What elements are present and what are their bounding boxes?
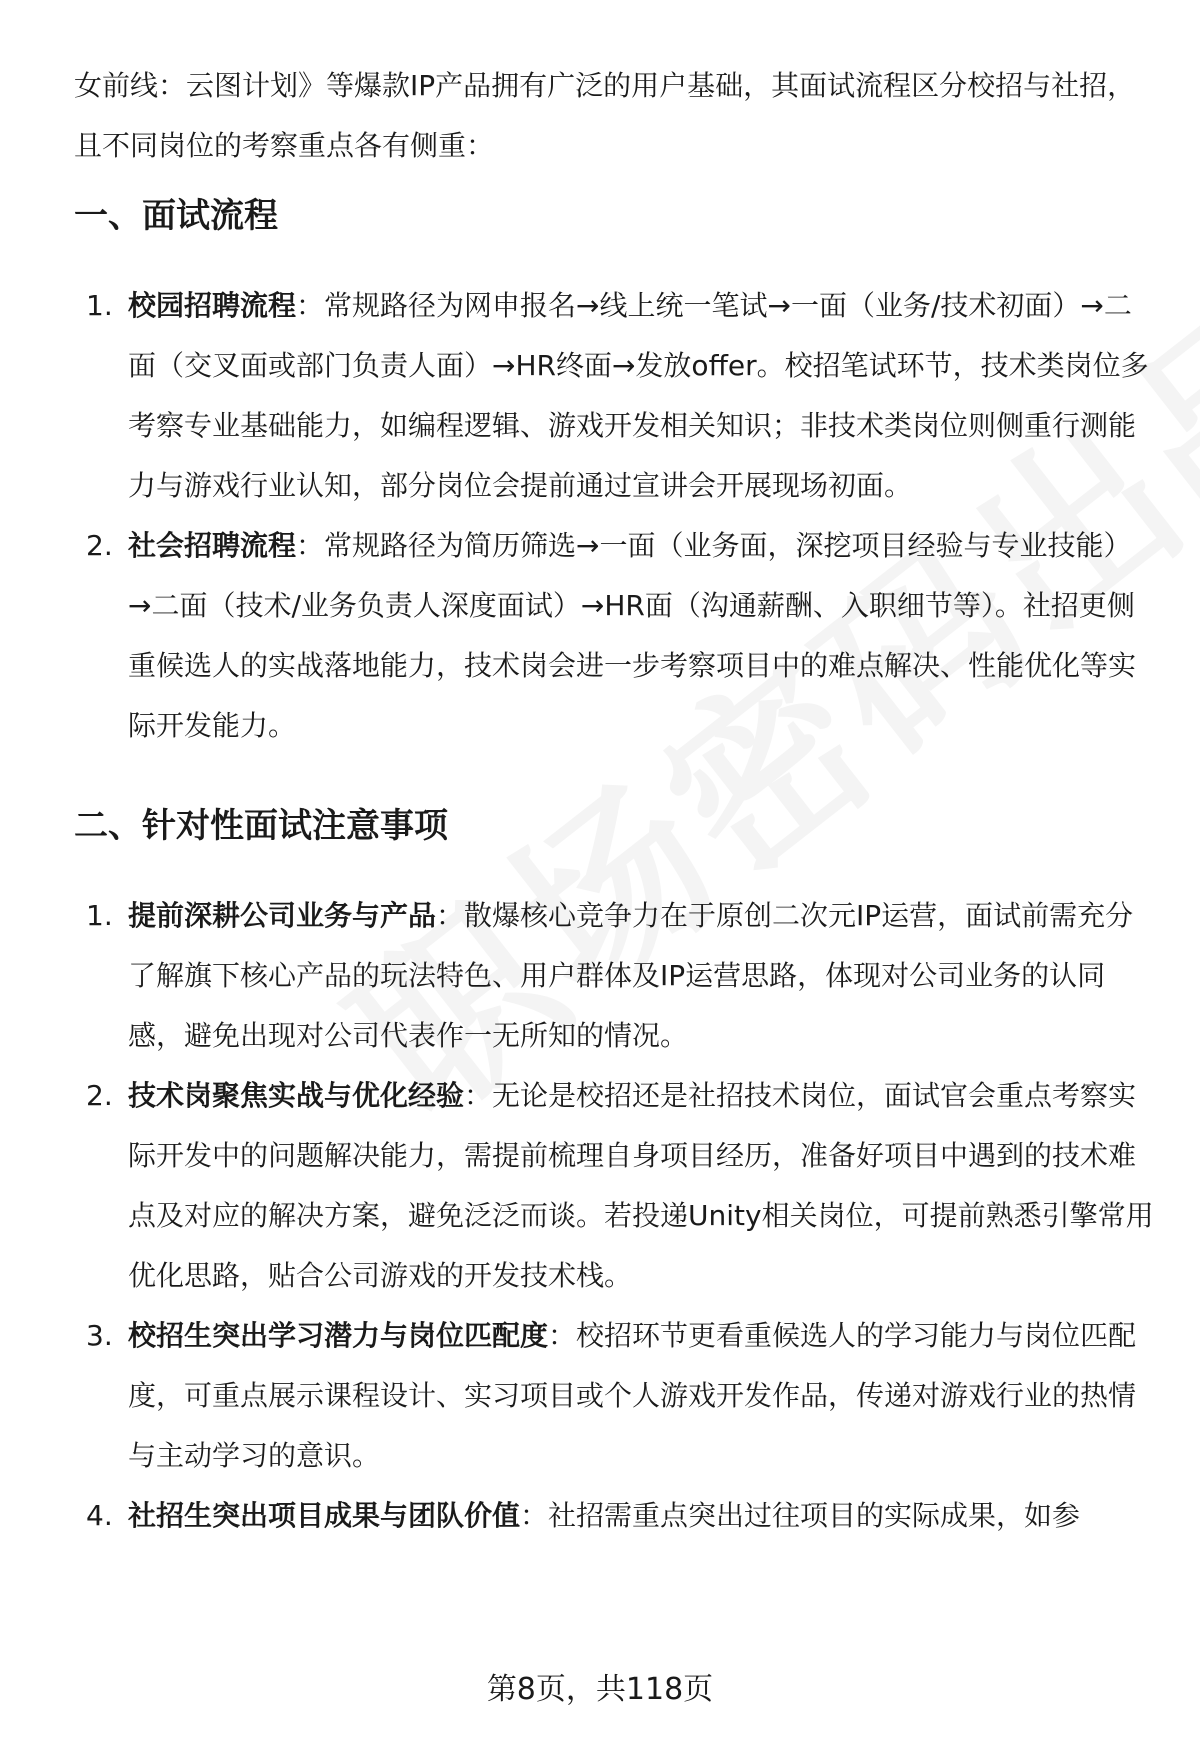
section-1-list bbox=[74, 276, 1154, 756]
section-2-heading: 二、针对性面试注意事项 bbox=[74, 806, 448, 846]
list-item-text: 社招需重点突出过往项目的实际成果，如参 bbox=[548, 1499, 1081, 1532]
list-item-title: 技术岗聚焦实战与优化经验 bbox=[128, 1079, 465, 1112]
intro-paragraph: 女前线：云图计划》等爆款IP产品拥有广泛的用户基础，其面试流程区分校招与社招，且不同岗位的考察重点各有侧重： bbox=[74, 69, 1136, 162]
list-item-title: 校园招聘流程 bbox=[128, 289, 297, 322]
list-item-number: 4. bbox=[86, 1499, 113, 1532]
page-number-footer: 第8页，共118页 bbox=[486, 1672, 714, 1707]
list-item-title: 社会招聘流程 bbox=[128, 529, 297, 562]
list-item-number: 2. bbox=[86, 1079, 113, 1112]
list-item-separator: ： bbox=[296, 289, 325, 322]
list-item bbox=[74, 276, 1154, 516]
list-item-text: 常规路径为简历筛选→一面（业务面，深挖项目经验与专业技能）→二面（技术/业务负责人深度面试）→HR面（沟通薪酬、入职细节等）。社招更侧重候选人的实战落地能力，技术岗会进一步考察项目中的难点解决、性能优化等实际开发能力。 bbox=[128, 529, 1137, 742]
section-2-list bbox=[74, 886, 1154, 1546]
list-item-separator: ： bbox=[464, 1079, 493, 1112]
list-item-separator: ： bbox=[296, 529, 325, 562]
list-item-separator: ： bbox=[520, 1499, 549, 1532]
list-item bbox=[74, 516, 1154, 756]
list-item bbox=[74, 886, 1154, 1066]
list-item bbox=[74, 1306, 1154, 1486]
list-item-text: 散爆核心竞争力在于原创二次元IP运营，面试前需充分了解旗下核心产品的玩法特色、用户群体及IP运营思路，体现对公司业务的认同感，避免出现对公司代表作一无所知的情况。 bbox=[128, 899, 1134, 1052]
list-item bbox=[74, 1486, 1154, 1546]
list-item-number: 1. bbox=[86, 899, 113, 932]
list-item bbox=[74, 1066, 1154, 1306]
list-item-title: 社招生突出项目成果与团队价值 bbox=[128, 1499, 521, 1532]
list-item-separator: ： bbox=[548, 1319, 577, 1352]
list-item-number: 3. bbox=[86, 1319, 113, 1352]
list-item-text: 无论是校招还是社招技术岗位，面试官会重点考察实际开发中的问题解决能力，需提前梳理自身项目经历，准备好项目中遇到的技术难点及对应的解决方案，避免泛泛而谈。若投递Unity相关岗位，可提前熟悉引擎常用优化思路，贴合公司游戏的开发技术栈。 bbox=[128, 1079, 1154, 1292]
section-1-heading: 一、面试流程 bbox=[74, 196, 278, 236]
list-item-title: 提前深耕公司业务与产品 bbox=[128, 899, 437, 932]
list-item-separator: ： bbox=[436, 899, 465, 932]
list-item-text: 常规路径为网申报名→线上统一笔试→一面（业务/技术初面）→二面（交叉面或部门负责人面）→HR终面→发放offer。校招笔试环节，技术类岗位多考察专业基础能力，如编程逻辑、游戏开发相关知识；非技术类岗位则侧重行测能力与游戏行业认知，部分岗位会提前通过宣讲会开展现场初面。 bbox=[128, 289, 1149, 502]
list-item-number: 1. bbox=[86, 289, 113, 322]
list-item-title: 校招生突出学习潜力与岗位匹配度 bbox=[128, 1319, 549, 1352]
list-item-text: 校招环节更看重候选人的学习能力与岗位匹配度，可重点展示课程设计、实习项目或个人游戏开发作品，传递对游戏行业的热情与主动学习的意识。 bbox=[128, 1319, 1137, 1472]
list-item-number: 2. bbox=[86, 529, 113, 562]
